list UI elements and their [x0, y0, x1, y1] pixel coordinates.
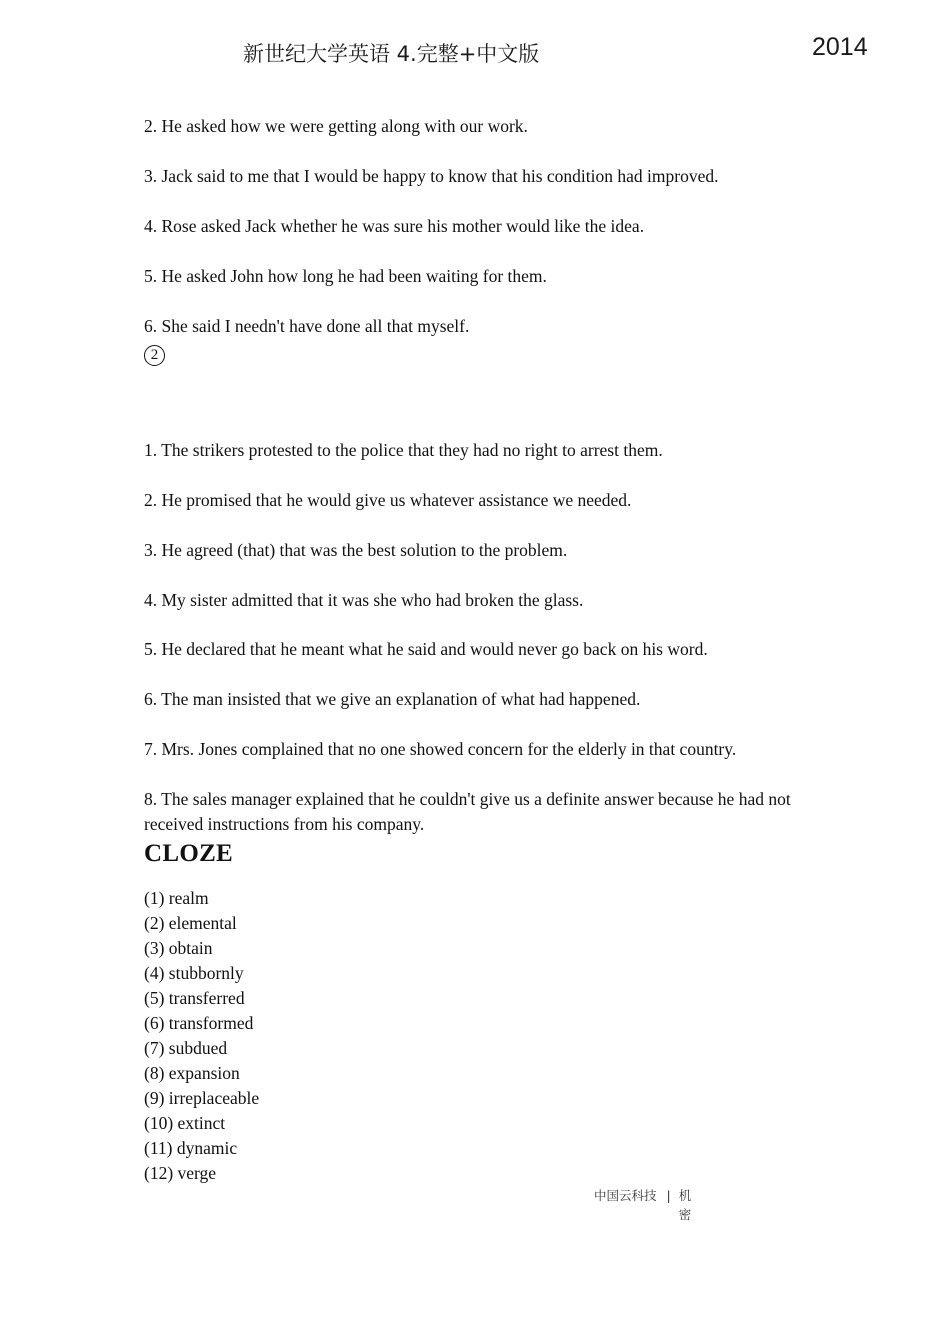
- cloze-item: (11) dynamic: [144, 1138, 238, 1158]
- answer-line: 5. He asked John how long he had been waiting for them.: [144, 266, 547, 286]
- answer-line: 6. She said I needn't have done all that myself.: [144, 316, 470, 336]
- answer-line: 3. Jack said to me that I would be happy to know that his condition had improved.: [144, 166, 719, 186]
- cloze-item: (10) extinct: [144, 1113, 226, 1133]
- cloze-item: (4) stubbornly: [144, 963, 244, 983]
- answer-line: 4. My sister admitted that it was she who had broken the glass.: [144, 590, 584, 610]
- cloze-heading: CLOZE: [144, 840, 234, 867]
- cloze-item: (5) transferred: [144, 988, 245, 1008]
- cloze-item: (6) transformed: [144, 1013, 254, 1033]
- answer-line: 6. The man insisted that we give an explanation of what had happened.: [144, 689, 641, 709]
- answer-line: 1. The strikers protested to the police that they had no right to arrest them.: [144, 440, 663, 460]
- answer-line: 2. He asked how we were getting along with our work.: [144, 116, 528, 136]
- answer-line: 8. The sales manager explained that he couldn't give us a definite answer because he had not received instructions from his company.: [144, 789, 791, 834]
- footer-confidential: 机密: [678, 1188, 692, 1222]
- cloze-item: (7) subdued: [144, 1038, 228, 1058]
- page-footer: [594, 1186, 693, 1224]
- answer-line: 2. He promised that he would give us whatever assistance we needed.: [144, 490, 632, 510]
- footer-company: 中国云科技: [594, 1188, 657, 1203]
- answer-line: 3. He agreed (that) that was the best solution to the problem.: [144, 540, 568, 560]
- cloze-item: (9) irreplaceable: [144, 1088, 260, 1108]
- answer-line: 7. Mrs. Jones complained that no one showed concern for the elderly in that country.: [144, 739, 737, 759]
- cloze-answer-list: [144, 886, 259, 1186]
- cloze-item: (2) elemental: [144, 913, 237, 933]
- circled-number-marker: 2: [144, 345, 165, 366]
- cloze-item: (12) verge: [144, 1163, 217, 1183]
- cloze-item: (3) obtain: [144, 938, 213, 958]
- answer-line: 4. Rose asked Jack whether he was sure his mother would like the idea.: [144, 216, 645, 236]
- document-title: 新世纪大学英语 4.完整+中文版: [243, 42, 540, 66]
- document-year: 2014: [812, 33, 868, 61]
- cloze-item: (8) expansion: [144, 1063, 240, 1083]
- cloze-item: (1) realm: [144, 888, 209, 908]
- answer-line: 5. He declared that he meant what he said and would never go back on his word.: [144, 639, 708, 659]
- footer-separator: |: [666, 1188, 671, 1203]
